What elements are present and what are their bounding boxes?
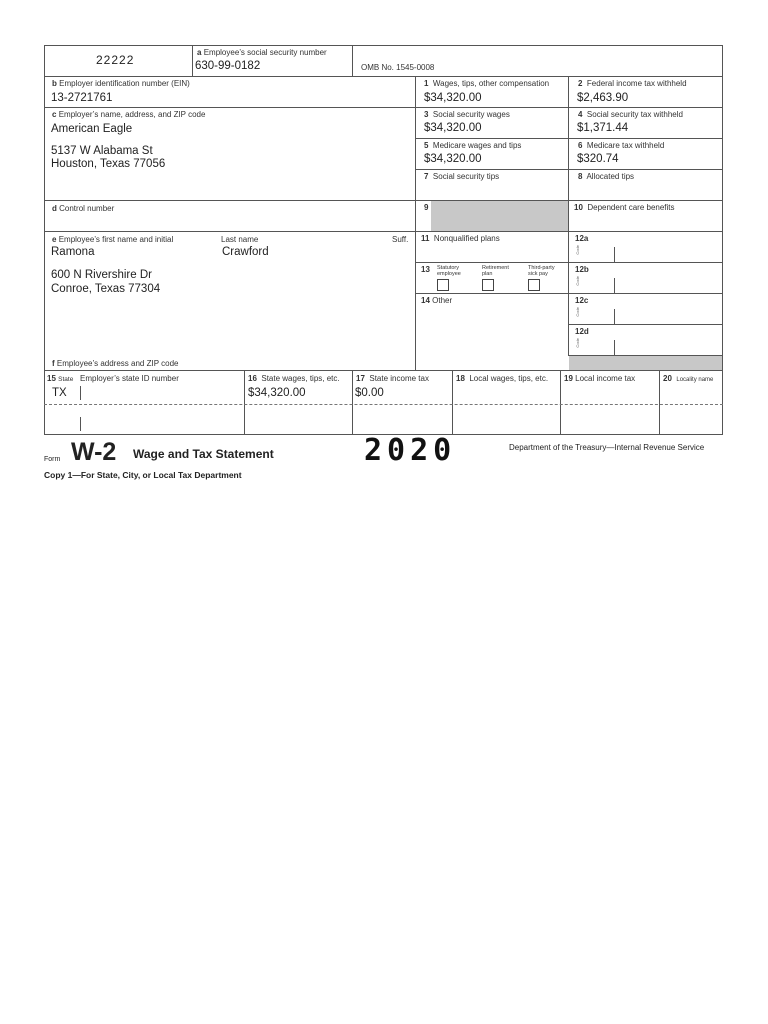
divider: [568, 324, 723, 325]
box-9-shaded: [431, 201, 568, 231]
box-7-label: 7 Social security tips: [424, 172, 500, 181]
sick-pay-label: Third-party sick pay: [528, 265, 555, 277]
box-14-label: 14 Other: [421, 296, 453, 305]
box-6-value: $320.74: [577, 153, 619, 165]
ein-value: 13-2721761: [51, 92, 113, 104]
box-3-label: 3 Social security wages: [424, 110, 510, 119]
employee-address-2: Conroe, Texas 77304: [51, 283, 161, 295]
box-17-value: $0.00: [355, 387, 384, 399]
code-label: Code: [575, 245, 580, 255]
box-2-label: 2 Federal income tax withheld: [578, 79, 687, 88]
box-12b-code-divider: [614, 278, 615, 293]
form-footer: [44, 433, 724, 488]
code-label: Code: [575, 338, 580, 348]
employer-address-1: 5137 W Alabama St: [51, 145, 153, 157]
department-label: Department of the Treasury—Internal Revenue Service: [509, 443, 705, 452]
divider: [452, 370, 453, 434]
divider: [44, 200, 415, 201]
box-5-value: $34,320.00: [424, 153, 482, 165]
divider: [415, 262, 723, 263]
box-1-value: $34,320.00: [424, 92, 482, 104]
divider: [44, 370, 723, 371]
box-9-label: 9: [424, 203, 429, 212]
employer-address-2: Houston, Texas 77056: [51, 158, 166, 170]
box-f-label: f Employee’s address and ZIP code: [52, 359, 179, 368]
box-e-label: e Employee’s first name and initial: [52, 235, 174, 244]
box-a-label: a Employee’s social security number: [197, 48, 327, 57]
statutory-label: Statutory employee: [437, 265, 461, 277]
tax-year: 2020: [364, 433, 457, 468]
form-title: Wage and Tax Statement: [133, 447, 274, 461]
code-label: Code: [575, 307, 580, 317]
box-15-label: 15 State Employer’s state ID number: [47, 374, 179, 383]
statutory-employee-checkbox[interactable]: [437, 279, 449, 291]
divider: [415, 138, 723, 139]
employee-first-name: Ramona: [51, 246, 95, 258]
box-5-label: 5 Medicare wages and tips: [424, 141, 522, 150]
divider: [415, 107, 723, 108]
omb-number: OMB No. 1545-0008: [361, 63, 435, 72]
divider: [659, 370, 660, 434]
control-code: 22222: [96, 53, 135, 67]
box-12b-label: 12b: [575, 265, 589, 274]
employer-name: American Eagle: [51, 123, 133, 135]
box-b-label: b Employer identification number (EIN): [52, 79, 190, 88]
box-12a-label: 12a: [575, 234, 589, 243]
divider: [44, 231, 415, 232]
retirement-label: Retirement plan: [482, 265, 509, 277]
box-20-label: 20 Locality name: [663, 374, 714, 383]
state-id-divider: [80, 386, 81, 400]
box-4-value: $1,371.44: [577, 122, 629, 134]
divider: [44, 107, 415, 108]
box-11-label: 11 Nonqualified plans: [421, 234, 500, 243]
divider: [44, 76, 723, 77]
border-left: [44, 45, 45, 435]
divider: [352, 370, 353, 434]
box-18-label: 18 Local wages, tips, etc.: [456, 374, 549, 383]
employee-last-name: Crawford: [222, 246, 269, 258]
divider: [192, 45, 193, 76]
form-name: W-2: [71, 438, 117, 466]
box-17-label: 17 State income tax: [356, 374, 429, 383]
divider: [352, 45, 353, 76]
box-6-label: 6 Medicare tax withheld: [578, 141, 665, 150]
box-d-label: d Control number: [52, 204, 115, 213]
ssn-value: 630-99-0182: [195, 60, 261, 72]
divider: [560, 370, 561, 434]
copy-label: Copy 1—For State, City, or Local Tax Department: [44, 470, 242, 480]
divider: [415, 293, 723, 294]
box-12d-code-divider: [614, 340, 615, 355]
divider: [415, 231, 723, 232]
retirement-plan-checkbox[interactable]: [482, 279, 494, 291]
box-12d-label: 12d: [575, 327, 589, 336]
suffix-label: Suff.: [392, 235, 409, 244]
box-16-label: 16 State wages, tips, etc.: [248, 374, 340, 383]
divider: [415, 169, 723, 170]
code-label: Code: [575, 276, 580, 286]
box-c-label: c Employer’s name, address, and ZIP code: [52, 110, 206, 119]
box-19-label: 19 Local income tax: [564, 374, 636, 383]
box-12-shaded: [569, 356, 722, 370]
box-1-label: 1 Wages, tips, other compensation: [424, 79, 550, 88]
state-value: TX: [52, 387, 67, 399]
state-id-divider-2: [80, 417, 81, 431]
divider: [415, 76, 416, 370]
box-16-value: $34,320.00: [248, 387, 306, 399]
border-right: [722, 45, 723, 435]
third-party-sick-pay-checkbox[interactable]: [528, 279, 540, 291]
box-12a-code-divider: [614, 247, 615, 262]
box-12c-label: 12c: [575, 296, 589, 305]
divider: [568, 76, 569, 356]
box-2-value: $2,463.90: [577, 92, 629, 104]
employee-address-1: 600 N Rivershire Dr: [51, 269, 152, 281]
last-name-label: Last name: [221, 235, 259, 244]
box-8-label: 8 Allocated tips: [578, 172, 635, 181]
divider: [44, 404, 723, 405]
box-12c-code-divider: [614, 309, 615, 324]
border-top: [44, 45, 723, 46]
w2-form: [44, 45, 723, 435]
divider: [244, 370, 245, 434]
box-3-value: $34,320.00: [424, 122, 482, 134]
box-13-label: 13: [421, 265, 430, 274]
form-word: Form: [44, 456, 61, 463]
box-4-label: 4 Social security tax withheld: [578, 110, 683, 119]
box-10-label: 10 Dependent care benefits: [574, 203, 675, 212]
